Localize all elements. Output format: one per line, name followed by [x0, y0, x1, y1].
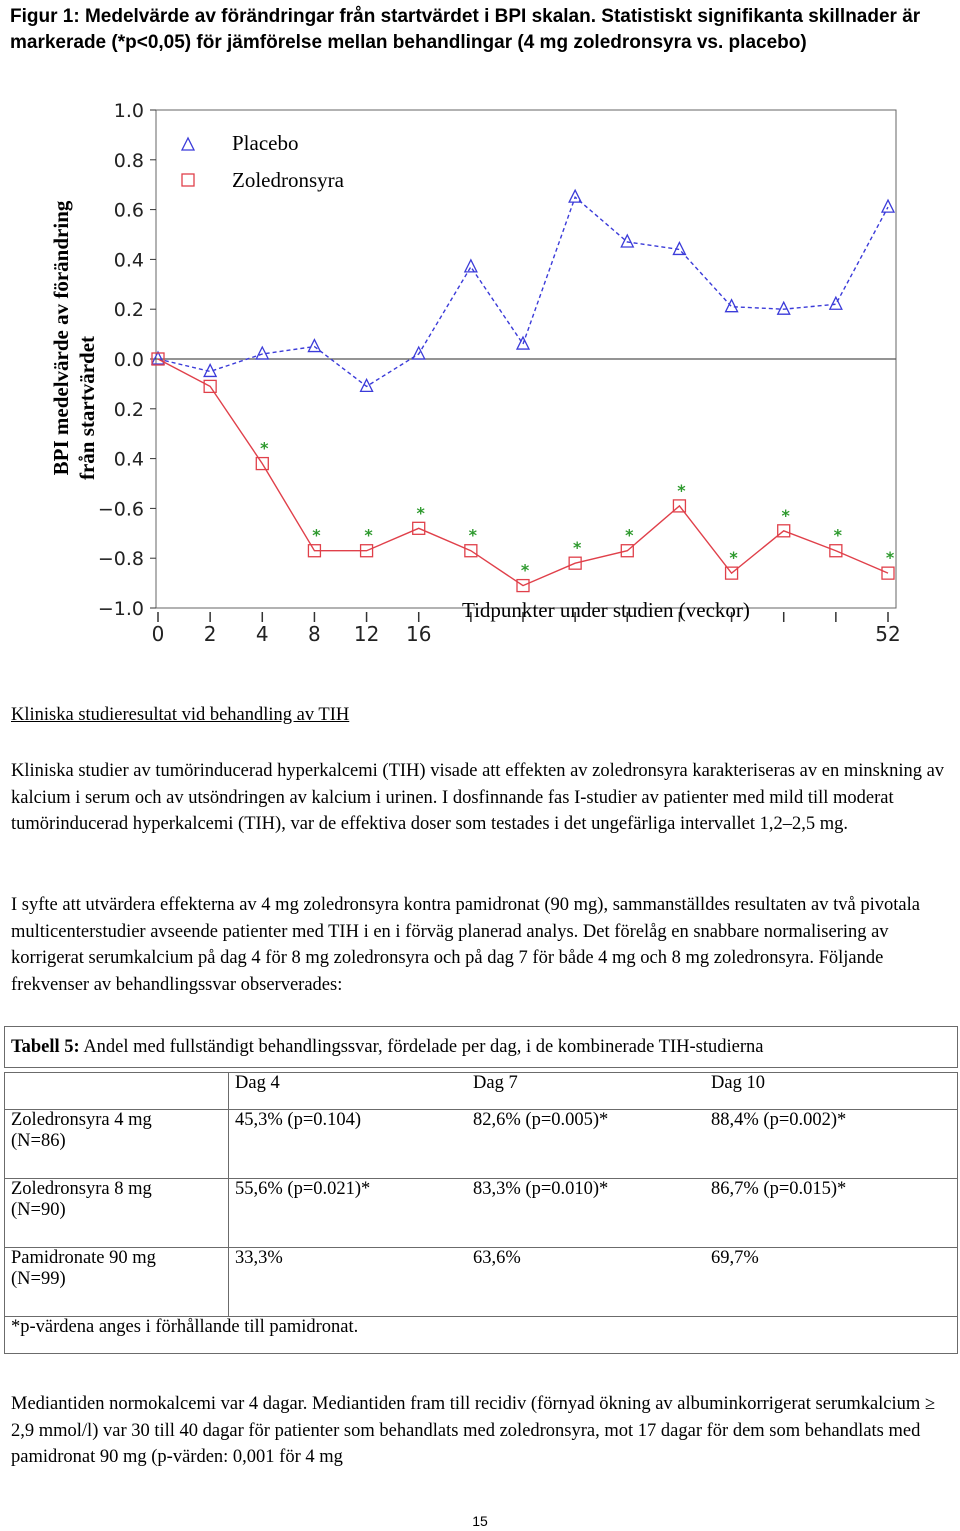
y-tick-label: −1.0: [97, 598, 144, 620]
table-cell: 55,6% (p=0.021)*: [235, 1179, 371, 1199]
table-cell: 83,3% (p=0.010)*: [473, 1179, 609, 1199]
x-tick-label: 52: [875, 622, 901, 646]
legend-label-placebo: Placebo: [232, 131, 299, 155]
placebo-point: [830, 297, 842, 309]
significance-marker: *: [677, 480, 686, 500]
table-cell: 88,4% (p=0.002)*: [711, 1110, 847, 1130]
chart-legend: [232, 131, 345, 192]
y-tick-label: 0.8: [113, 149, 144, 172]
header-dag4: Dag 4: [235, 1073, 280, 1093]
significance-marker: *: [312, 525, 321, 545]
table-row: [5, 1248, 958, 1317]
significance-marker: *: [885, 548, 895, 568]
section-title: Kliniska studieresultat vid behandling av TIH: [11, 705, 350, 725]
placebo-point: [308, 340, 320, 352]
table-cell: 69,7%: [711, 1248, 759, 1268]
row-label: Pamidronate 90 mg (N=99): [5, 1248, 229, 1317]
significance-marker: *: [781, 505, 790, 525]
significance-marker: *: [625, 525, 634, 545]
row-label: Zoledronsyra 8 mg (N=90): [5, 1179, 229, 1248]
table-cell: 82,6% (p=0.005)*: [473, 1110, 609, 1130]
y-tick-label: −0.6: [97, 498, 144, 521]
header-dag10: Dag 10: [711, 1073, 765, 1093]
results-table: [4, 1026, 958, 1354]
table-footnote: *p-värdena anges i förhållande till pamidronat.: [5, 1317, 958, 1354]
y-tick-label: 0.0: [113, 349, 144, 371]
placebo-point: [882, 200, 894, 212]
table-caption-label: Tabell 5:: [11, 1036, 80, 1057]
y-axis-label-line1: BPI medelvärde av förändring: [49, 200, 73, 476]
page-number: 15: [472, 1513, 488, 1529]
significance-marker: *: [833, 525, 843, 545]
placebo-point: [673, 242, 685, 254]
y-axis-label-line2: från startvärdet: [75, 335, 99, 481]
chart-marks: [152, 138, 895, 592]
paragraph-3: Mediantiden normokalcemi var 4 dagar. Mediantiden fram till recidiv (förnyad ökning av albuminkorrigerat serumkalcium ≥ 2,9 mmol/l) var 30 till 40 dagar för patienter som behandlats med zoledronsyra, mot 17 dagar för dem som behandlats med pamidronat 90 mg (p-värden: 0,001 för 4 mg: [11, 1394, 936, 1468]
figure-title: Figur 1: Medelvärde av förändringar från startvärdet i BPI skalan. Statistiskt signifikanta skillnader är markerade (*p<0,05) för jämförelse mellan behandlingar (4 mg zoledronsyra vs. placebo): [10, 6, 921, 53]
table-caption-text: Andel med fullständigt behandlingssvar, fördelade per dag, i de kombinerade TIH-studierna: [79, 1036, 764, 1057]
placebo-point: [726, 300, 738, 312]
x-tick-label: 2: [203, 622, 217, 646]
y-tick-label: 0.2: [113, 299, 144, 322]
series-line-zoledronsyra: [158, 359, 888, 586]
paragraph-1: Kliniska studier av tumörinducerad hyperkalcemi (TIH) visade att effekten av zoledronsyra karakteriseras av en minskning av kalcium i serum och av utsöndringen av kalcium i urinen. I dosfinnande fas I-studier av patienter med mild till moderat tumörinducerad hyperkalcemi (TIH), var de effektiva doser som testades i det ungefärliga intervallet 1,2–2,5 mg.: [11, 761, 945, 835]
y-tick-label: −0.8: [97, 548, 144, 571]
placebo-point: [465, 260, 477, 272]
legend-label-zoledronsyra: Zoledronsyra: [232, 168, 344, 192]
y-tick-label: 0.2: [113, 398, 144, 421]
significance-marker: *: [260, 438, 269, 458]
placebo-point: [778, 302, 790, 314]
placebo-point: [361, 379, 373, 391]
significance-marker: *: [520, 560, 530, 580]
y-tick-label: 1.0: [113, 100, 144, 122]
placebo-point: [621, 235, 633, 247]
row-label: Zoledronsyra 4 mg (N=86): [5, 1110, 229, 1179]
table-cell: 63,6%: [473, 1248, 521, 1268]
table-header-row: [5, 1073, 958, 1110]
bpi-line-chart: [0, 90, 960, 660]
paragraph-2: I syfte att utvärdera effekterna av 4 mg zoledronsyra kontra pamidronat (90 mg), sammanställdes resultaten av två pivotala multicenterstudier avseende patienter med TIH i en i förväg planerad analys. Det förelåg en snabbare normalisering av korrigerat serumkalcium på dag 4 för 8 mg zoledronsyra och på dag 7 för både 4 mg och 8 mg zoledronsyra. Följande frekvenser av behandlingssvar observerades:: [11, 895, 920, 995]
header-dag7: Dag 7: [473, 1073, 518, 1093]
chart-axes: [49, 100, 901, 646]
y-tick-label: 0.4: [113, 448, 144, 471]
x-tick-label: 16: [405, 622, 432, 646]
placebo-point: [152, 352, 164, 364]
significance-marker: *: [572, 538, 582, 558]
table-cell: 33,3%: [235, 1248, 283, 1268]
x-tick-label: 4: [255, 622, 269, 646]
x-tick-label: 12: [353, 622, 380, 646]
significance-marker: *: [729, 548, 738, 568]
significance-marker: *: [468, 525, 478, 545]
x-tick-label: 8: [308, 622, 321, 646]
x-axis-label: Tidpunkter under studien (veckor): [462, 598, 750, 622]
significance-marker: *: [364, 525, 373, 545]
table-row: [5, 1110, 958, 1179]
x-tick-label: 0: [151, 622, 165, 646]
significance-marker: *: [416, 503, 425, 523]
table-caption: [5, 1027, 958, 1068]
legend-placebo-icon: [182, 138, 194, 150]
y-tick-label: 0.4: [113, 249, 144, 272]
y-tick-label: 0.6: [113, 199, 144, 222]
table-row: [5, 1179, 958, 1248]
legend-zoledronsyra-icon: [182, 174, 194, 186]
table-cell: 45,3% (p=0.104): [235, 1110, 362, 1130]
table-cell: 86,7% (p=0.015)*: [711, 1179, 847, 1199]
